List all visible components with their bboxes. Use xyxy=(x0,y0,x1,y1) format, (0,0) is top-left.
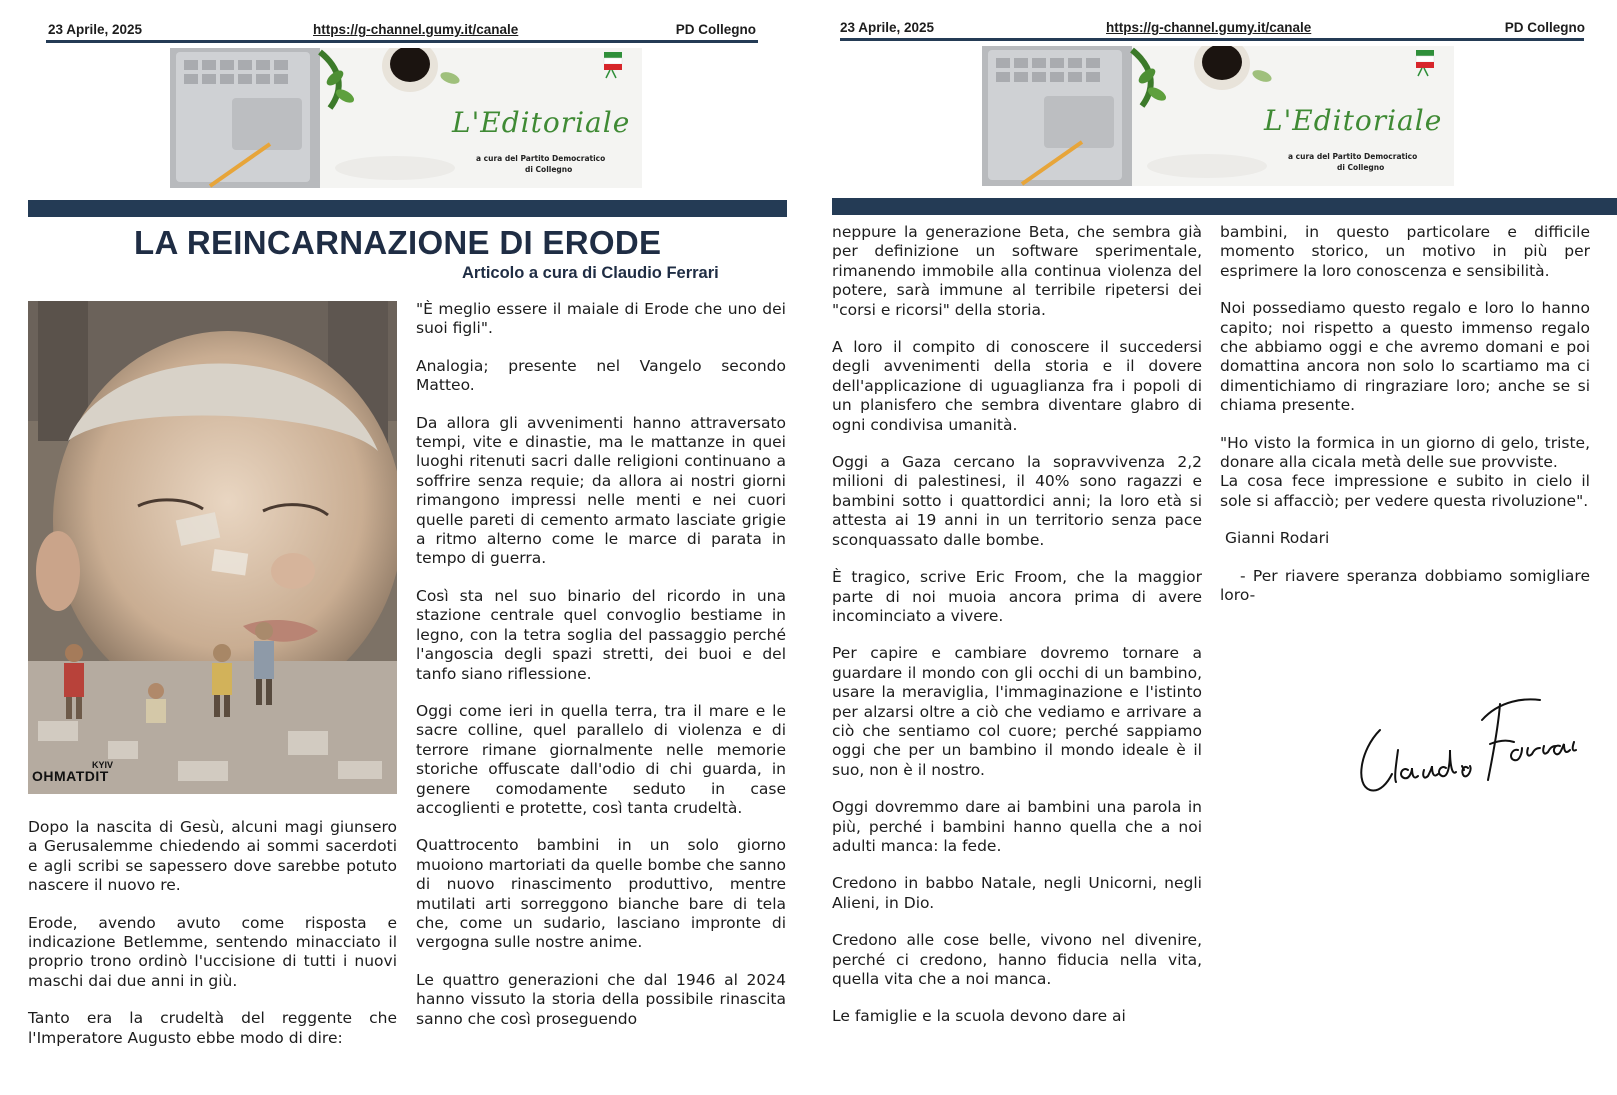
header-rule xyxy=(840,38,1584,41)
photo-illustration xyxy=(28,301,397,794)
quote-author: Gianni Rodari xyxy=(1225,529,1330,548)
page-left xyxy=(0,0,800,1095)
paragraph: Quattrocento bambini in un solo giorno muoiono martoriati da quelle bombe che sanno di nuovo rinascimento produttivo, mentre mutilati arti sorreggono bianche bare di tela che, come un sudario, lasciano impronte di vergogna sulle nostre anime. xyxy=(416,836,786,952)
section-bar xyxy=(832,198,1617,215)
header-url-link[interactable]: https://g-channel.gumy.it/canale xyxy=(313,22,519,37)
paragraph: Le quattro generazioni che dal 1946 al 2024 hanno vissuto la storia della possibile rinascita sanno che così proseguendo xyxy=(416,970,786,1028)
paragraph: Le famiglie e la scuola devono dare ai xyxy=(832,1007,1126,1026)
photo-watermark-small: KYIV xyxy=(92,760,114,770)
header-org: PD Collegno xyxy=(1504,20,1585,35)
article-column-left-second xyxy=(416,300,786,1029)
quote-paragraph: "Ho visto la formica in un giorno di gelo, triste, donare alla cicala metà delle sue provviste. xyxy=(1220,433,1590,472)
paragraph: Credono alle cose belle, vivono nel divenire, perché ci credono, hanno fiducia nella vita, quella vita che a noi manca. xyxy=(832,931,1202,988)
paragraph: Erode, avendo avuto come risposta e indicazione Betlemme, sentendo minacciato il proprio trono ordinò l'uccisione di tutti i nuovi maschi dai due anni in giù. xyxy=(28,913,397,990)
header-org: PD Collegno xyxy=(675,22,756,37)
page-header xyxy=(840,16,1585,38)
closing-line: - Per riavere speranza dobbiamo somigliare loro- xyxy=(1220,566,1590,605)
editorial-subtitle-1: a cura del Partito Democratico xyxy=(1288,152,1418,161)
article-column-left-bottom xyxy=(28,818,397,1048)
paragraph: Oggi a Gaza cercano la sopravvivenza 2,2 milioni di palestinesi, il 40% sono ragazzi e bambini sotto i quattordici anni; la loro età si attesta ai 19 anni in un territorio senza pace sconquassato dalle bombe. xyxy=(832,453,1202,549)
paragraph: Da allora gli avvenimenti hanno attraversato tempi, vite e dinastie, ma le mattanze in quei luoghi ritenuti sacri dalle religioni continuano a soffrire senza requie; da allora ai nostri giorni rimangono impressi nelle menti e nei cuori quelle pareti di cemento armato lasciate grigie a ritmo alterno come le marce di parata in tempo di guerra. xyxy=(416,413,786,568)
section-bar xyxy=(28,200,787,217)
paragraph: Credono in babbo Natale, negli Unicorni, negli Alieni, in Dio. xyxy=(832,874,1202,912)
paragraph: È tragico, scrive Eric Froom, che la maggior parte di noi muoia ancora prima di avere incominciato a vivere. xyxy=(832,568,1202,625)
editorial-banner xyxy=(170,48,642,188)
pd-logo-icon xyxy=(1414,48,1440,78)
article-column-right-second xyxy=(1220,223,1590,624)
header-date: 23 Aprile, 2025 xyxy=(48,22,143,37)
paragraph: bambini, in questo particolare e difficile momento storico, un motivo in più per esprimere la loro conoscenza e sensibilità. xyxy=(1220,223,1590,280)
editorial-banner xyxy=(982,46,1454,186)
paragraph: A loro il compito di conoscere il succedersi degli avvenimenti della storia e il dovere dell'applicazione di uguaglianza fra i popoli di un planisfero che sembra diventare glabro di ogni condivisa umanità. xyxy=(832,338,1202,434)
paragraph: Tanto era la crudeltà del reggente che l'Imperatore Augusto ebbe modo di dire: xyxy=(28,1009,397,1047)
paragraph: Per capire e cambiare dovremo tornare a guardare il mondo con gli occhi di un bambino, usare la meraviglia, l'immaginazione e l'istinto per alzarsi oltre a ciò che vediamo e arrivare a ciò che sentiamo col cuore; perché sappiamo oggi che per un bambino il mondo ideale è il suo, non è il nostro. xyxy=(832,644,1202,779)
pd-logo-icon xyxy=(602,50,628,80)
article-byline: Articolo a cura di Claudio Ferrari xyxy=(462,264,719,282)
paragraph: Dopo la nascita di Gesù, alcuni magi giunsero a Gerusalemme chiedendo ai sommi sacerdoti e agli scribi se sapessero dove sarebbe potuto nascere il nuovo re. xyxy=(28,818,397,895)
photo-watermark-main: OHMATDIT xyxy=(32,768,109,784)
paragraph: "È meglio essere il maiale di Erode che uno dei suoi figli". xyxy=(416,300,786,338)
editorial-subtitle-2: di Collegno xyxy=(525,165,573,174)
editorial-subtitle-1: a cura del Partito Democratico xyxy=(476,154,606,163)
article-title: LA REINCARNAZIONE DI ERODE xyxy=(134,224,662,261)
paragraph: neppure la generazione Beta, che sembra già per definizione un software sperimentale, rimanendo immobile alla continua violenza del potere, sarà immune al terribile ripetersi dei "corsi e ricorsi" della storia. xyxy=(832,223,1202,319)
article-column-right-first xyxy=(832,223,1202,1027)
paragraph: Analogia; presente nel Vangelo secondo Matteo. xyxy=(416,356,786,395)
editorial-title: L'Editoriale xyxy=(452,106,631,139)
paragraph: Noi possediamo questo regalo e loro lo hanno capito; noi rispetto a questo immenso regalo che abbiamo oggi e che avremo domani e poi domattina ancora non solo lo scartiamo ma ci dimentichiamo di ringraziare loro; anche se si chiama presente. xyxy=(1220,299,1590,415)
header-rule xyxy=(46,40,758,43)
author-signature xyxy=(1350,690,1580,810)
header-url-link[interactable]: https://g-channel.gumy.it/canale xyxy=(1106,20,1312,35)
page-right xyxy=(808,0,1617,1095)
page-header xyxy=(48,18,756,40)
paragraph: Oggi dovremmo dare ai bambini una parola in più, perché i bambini hanno quella che a noi adulti manca: la fede. xyxy=(832,798,1202,855)
editorial-title: L'Editoriale xyxy=(1264,104,1443,137)
editorial-subtitle-2: di Collegno xyxy=(1337,163,1385,172)
header-date: 23 Aprile, 2025 xyxy=(840,20,935,35)
paragraph: Oggi come ieri in quella terra, tra il mare e le sacre colline, quel parallelo di violenza e di terrore rimane giornalmente nelle memorie storiche offuscate dall'odio di chi guarda, in genere comodamente seduto in case accoglienti e protette, così tanta crudeltà. xyxy=(416,701,786,817)
quote-paragraph: La cosa fece impressione e subito in cielo il sole si affacciò; per vedere questa rivoluzione". xyxy=(1220,472,1590,510)
article-photo xyxy=(28,301,397,794)
paragraph: Così sta nel suo binario del ricordo in una stazione centrale quel convoglio bestiame in legno, con la tetra soglia del passaggio perché l'angoscia degli spazi stretti, dei buoi e del tanfo siano riflessione. xyxy=(416,586,786,683)
